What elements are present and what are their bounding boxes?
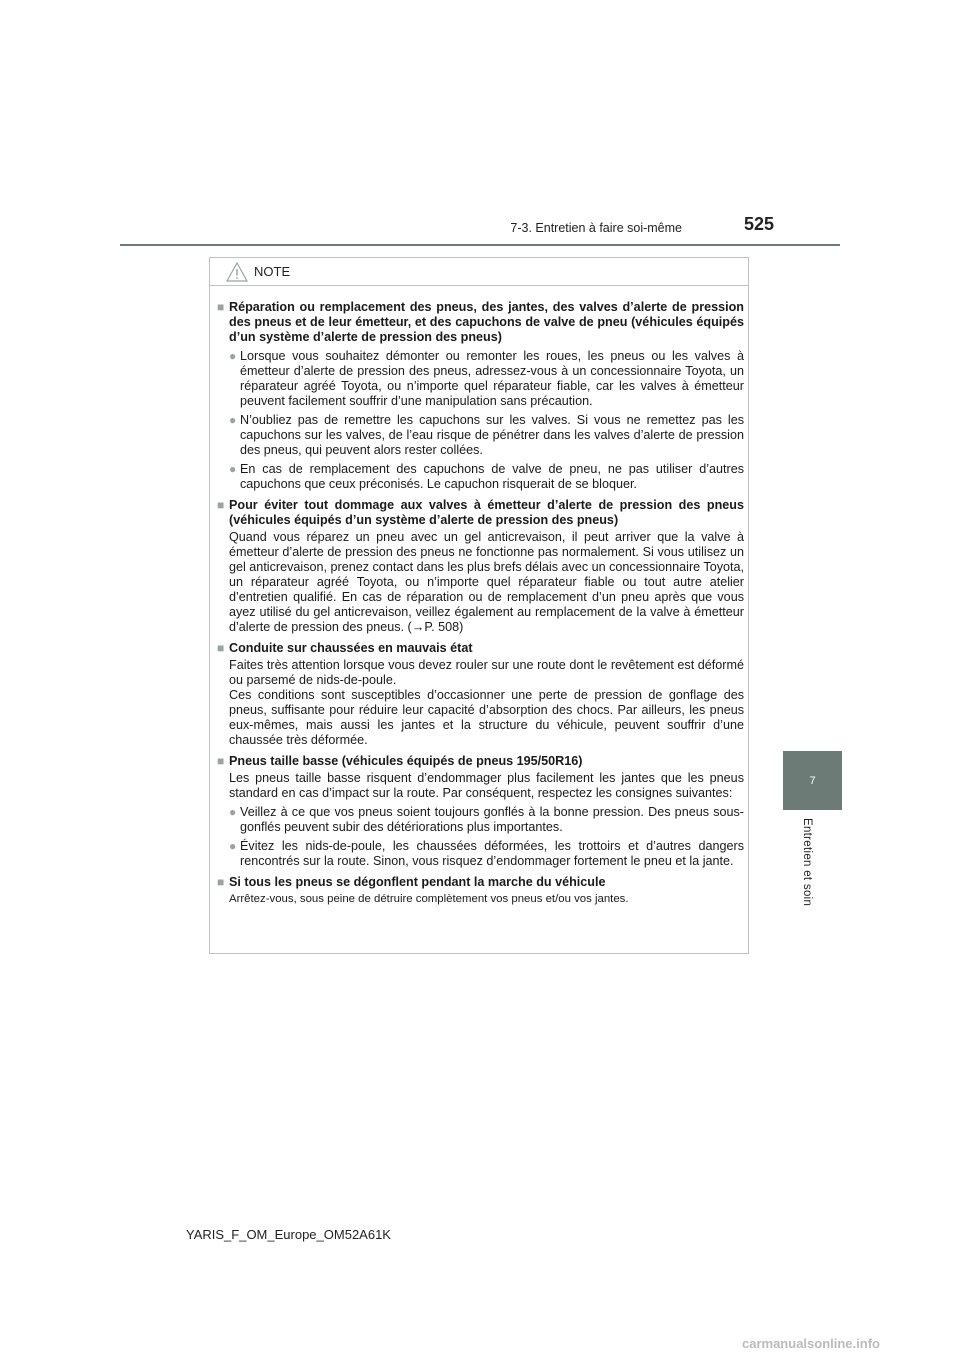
note-section — [217, 498, 744, 635]
chapter-number: 7 — [809, 774, 816, 787]
header-section-title: 7-3. Entretien à faire soi-même — [510, 221, 682, 235]
section-paragraph: Arrêtez-vous, sous peine de détruire complètement vos pneus et/ou vos jantes. — [229, 893, 629, 905]
list-item: ● En cas de remplacement des capuchons de valve de pneu, ne pas utiliser d’autres capuchons que ceux préconisés. Le capuchon risquerait de se bloquer. — [229, 462, 744, 491]
note-section — [217, 754, 744, 869]
section-heading: ■ Réparation ou remplacement des pneus, des jantes, des valves d’alerte de pression des pneus et de leur émetteur, et des capuchons de valve de pneu (véhicules équipés d’un système d’alerte de pression des pneus) — [217, 300, 744, 344]
round-bullet-icon: ● — [229, 462, 237, 476]
section-paragraph: Quand vous réparez un pneu avec un gel anticrevaison, il peut arriver que la valve à émetteur d’alerte de pression des pneus ne fonctionne pas normalement. Si vous utilisez un gel anticrevaison, prenez contact dans les plus brefs délais avec un concessionnaire Toyota, un réparateur agréé Toyota, ou n’importe quel réparateur fiable ou tout autre atelier d’entretien qualifié. En cas de réparation ou de remplacement d’un pneu après que vous ayez utilisé du gel anticrevaison, veillez également au remplacement de la valve à émetteur d’alerte de pression des pneus. (→P. 508) — [229, 530, 745, 634]
header-divider — [120, 244, 840, 246]
note-title: NOTE — [254, 264, 291, 279]
list-item: ● Lorsque vous souhaitez démonter ou remonter les roues, les pneus ou les valves à émetteur d’alerte de pression des pneus, adressez-vous à un concessionnaire Toyota, un réparateur agréé Toyota, ou n’importe quel réparateur fiable, car les valves à émetteur peuvent facilement souffrir d’une manipulation sans précaution. — [229, 349, 744, 408]
round-bullet-icon: ● — [229, 349, 237, 363]
list-item: ● N’oubliez pas de remettre les capuchons sur les valves. Si vous ne remettez pas les capuchons sur les valves, de l’eau risque de pénétrer dans les valves d’alerte de pression des pneus, qui peuvent alors rester collées. — [229, 413, 744, 457]
note-content — [217, 300, 744, 913]
note-section — [217, 300, 744, 492]
square-bullet-icon: ■ — [217, 641, 225, 655]
round-bullet-icon: ● — [229, 839, 237, 853]
note-section — [217, 641, 744, 748]
list-item: ● Veillez à ce que vos pneus soient toujours gonflés à la bonne pression. Des pneus sous-gonflés peuvent subir des détériorations plus importantes. — [229, 805, 744, 834]
round-bullet-icon: ● — [229, 413, 237, 427]
note-header — [210, 258, 748, 286]
square-bullet-icon: ■ — [217, 754, 225, 768]
list-item: ● Évitez les nids-de-poule, les chaussées déformées, les trottoirs et d’autres dangers rencontrés sur la route. Sinon, vous risquez d’endommager fortement le pneu et la jante. — [229, 839, 744, 868]
warning-triangle-icon — [226, 262, 248, 282]
section-heading: ■ Pour éviter tout dommage aux valves à émetteur d’alerte de pression des pneus (véhicules équipés d’un système d’alerte de pression des pneus) — [217, 498, 744, 527]
round-bullet-icon: ● — [229, 805, 237, 819]
section-paragraph: Les pneus taille basse risquent d’endommager plus facilement les jantes que les pneus standard en cas d’impact sur la route. Par conséquent, respectez les consignes suivantes: — [229, 771, 744, 800]
section-paragraph: Faites très attention lorsque vous devez rouler sur une route dont le revêtement est déformé ou parsemé de nids-de-poule. — [229, 658, 744, 687]
chapter-label: Entretien et soin — [801, 818, 813, 907]
watermark-link[interactable]: carmanualsonline.info — [742, 1336, 880, 1351]
note-section — [217, 875, 744, 907]
section-heading: ■ Conduite sur chaussées en mauvais état — [217, 641, 473, 655]
square-bullet-icon: ■ — [217, 498, 225, 512]
document-code: YARIS_F_OM_Europe_OM52A61K — [186, 1227, 391, 1242]
section-heading: ■ Si tous les pneus se dégonflent pendant la marche du véhicule — [217, 875, 606, 889]
section-paragraph: Ces conditions sont susceptibles d’occasionner une perte de pression de gonflage des pneus, suffisante pour réduire leur capacité d’absorption des chocs. Par ailleurs, les pneus eux-mêmes, mais aussi les jantes et la structure du véhicule, peuvent souffrir d’une chaussée très déformée. — [229, 688, 744, 747]
section-heading: ■ Pneus taille basse (véhicules équipés de pneus 195/50R16) — [217, 754, 583, 768]
square-bullet-icon: ■ — [217, 300, 225, 314]
square-bullet-icon: ■ — [217, 875, 225, 889]
page-number: 525 — [743, 214, 774, 234]
note-box — [209, 257, 749, 954]
chapter-tab — [783, 751, 842, 810]
